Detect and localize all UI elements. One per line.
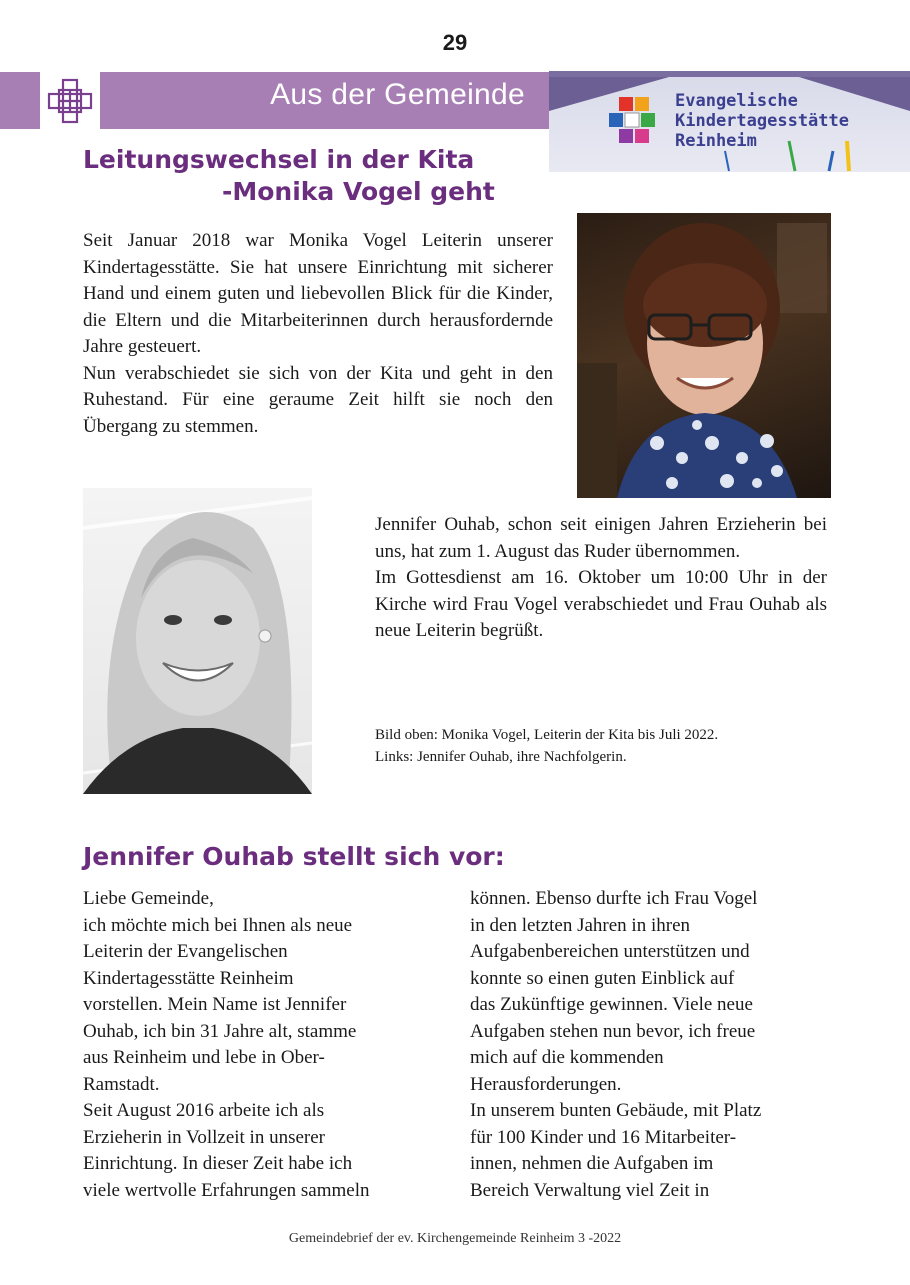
text-line: Aufgabenbereichen unterstützen und xyxy=(470,941,750,962)
article-headline-line1: Leitungswechsel in der Kita xyxy=(83,145,475,174)
portrait-graphic xyxy=(577,213,831,498)
page-footer: Gemeindebrief der ev. Kirchengemeinde Reinheim 3 -2022 xyxy=(288,1231,622,1246)
text-line: In unserem bunten Gebäude, mit Platz xyxy=(470,1100,762,1121)
caption-line: Bild oben: Monika Vogel, Leiterin der Kita bis Juli 2022. xyxy=(375,727,719,743)
paragraph-text: Jennifer Ouhab, schon seit einigen Jahren Erzieherin bei uns, hat zum 1. August das Ruder übernommen. xyxy=(375,514,827,562)
text-line: in den letzten Jahren in ihren xyxy=(470,914,691,936)
text-line: können. Ebenso durfte ich Frau Vogel xyxy=(470,888,758,909)
page-number: 29 xyxy=(442,30,468,55)
article-headline-line2: -Monika Vogel geht xyxy=(222,177,495,206)
text-line: Leiterin der Evangelischen xyxy=(83,941,288,962)
text-line: vorstellen. Mein Name ist Jennifer xyxy=(83,994,347,1015)
text-line: aus Reinheim und lebe in Ober- xyxy=(83,1047,325,1068)
text-line: innen, nehmen die Aufgaben im xyxy=(470,1153,714,1174)
kita-sign-photo xyxy=(549,71,910,172)
text-line: für 100 Kinder und 16 Mitarbeiter- xyxy=(470,1126,737,1148)
portrait-graphic xyxy=(83,488,312,794)
article2-headline: Jennifer Ouhab stellt sich vor: xyxy=(83,842,505,871)
text-line: Liebe Gemeinde, xyxy=(83,888,214,909)
kita-sign-text: Evangelische Kindertagesstätte Reinheim xyxy=(675,91,849,151)
text-line: mich auf die kommenden xyxy=(470,1047,664,1068)
paragraph-text: Seit Januar 2018 war Monika Vogel Leiterin unserer Kindertagesstätte. Sie hat unsere Einrichtung mit sicherer Hand und einem guten und liebevollen Blick für die Kinder, die Eltern und die Mitarbeiterinnen durch herausfordernde Jahre gesteuert. xyxy=(83,230,553,357)
text-line: konnte so einen guten Einblick auf xyxy=(470,967,735,989)
section-title: Aus der Gemeinde xyxy=(270,78,525,111)
text-line: Herausforderungen. xyxy=(470,1073,622,1095)
photo-jennifer-ouhab xyxy=(83,488,312,794)
article-paragraph-1 xyxy=(83,228,553,440)
text-line: Seit August 2016 arbeite ich als xyxy=(83,1100,325,1121)
article2-column-right xyxy=(470,886,840,1204)
text-line: Ouhab, ich bin 31 Jahre alt, stamme xyxy=(83,1020,357,1042)
text-line: Erzieherin in Vollzeit in unserer xyxy=(83,1126,325,1148)
article-paragraph-2 xyxy=(375,512,827,645)
caption-line: Links: Jennifer Ouhab, ihre Nachfolgerin. xyxy=(375,749,627,765)
text-line: Einrichtung. In dieser Zeit habe ich xyxy=(83,1153,353,1174)
photo-caption xyxy=(375,724,827,768)
text-line: Kindertagesstätte Reinheim xyxy=(83,967,294,989)
text-line: Bereich Verwaltung viel Zeit in xyxy=(470,1179,710,1201)
photo-monika-vogel xyxy=(577,213,831,498)
article2-column-left xyxy=(83,886,453,1204)
paragraph-text: Im Gottesdienst am 16. Oktober um 10:00 Uhr in der Kirche wird Frau Vogel verabschiedet und Frau Ouhab als neue Leiterin begrüßt. xyxy=(375,567,827,641)
logo-box xyxy=(40,72,100,129)
text-line: ich möchte mich bei Ihnen als neue xyxy=(83,914,353,936)
text-line: das Zukünftige gewinnen. Viele neue xyxy=(470,994,753,1015)
cross-logo-icon xyxy=(45,76,95,126)
text-line: viele wertvolle Erfahrungen sammeln xyxy=(83,1179,370,1201)
text-line: Ramstadt. xyxy=(83,1073,160,1095)
paragraph-text: Nun verabschiedet sie sich von der Kita und geht in den Ruhestand. Für eine geraume Zeit hilft sie noch den Übergang zu stemmen. xyxy=(83,362,553,437)
text-line: Aufgaben stehen nun bevor, ich freue xyxy=(470,1020,756,1042)
